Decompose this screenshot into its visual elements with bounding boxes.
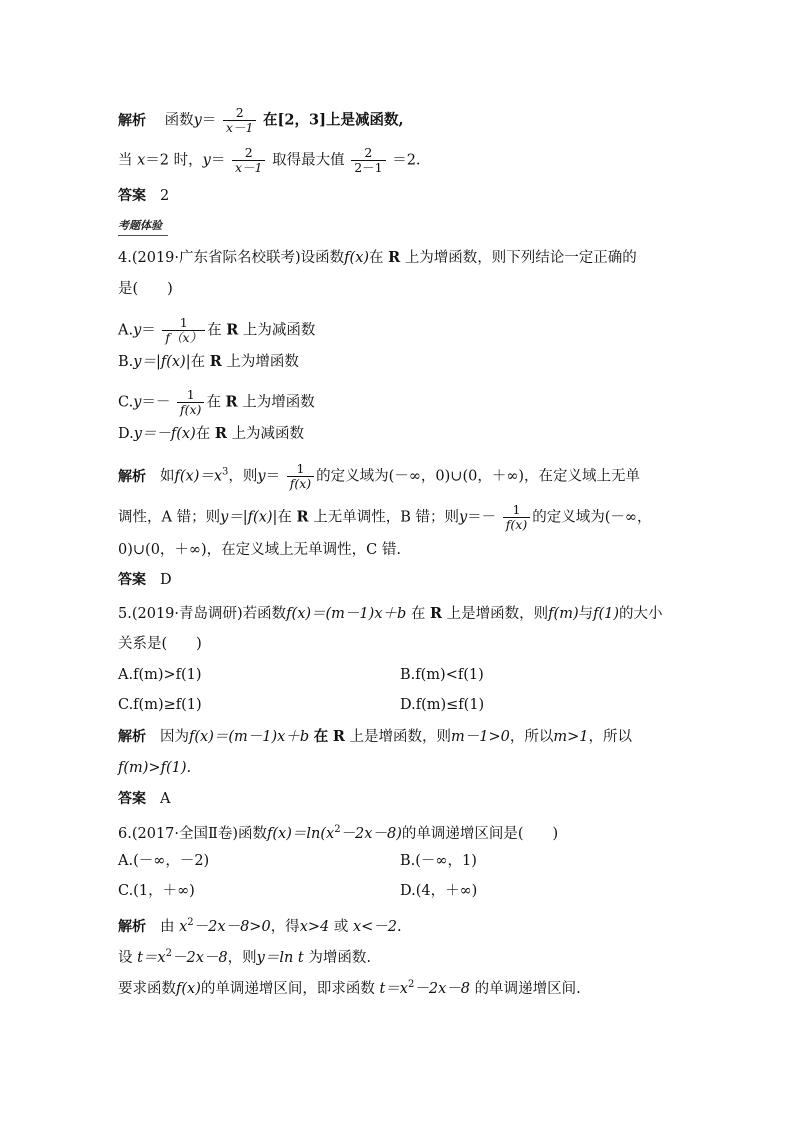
- q4-option-b: [118, 352, 299, 372]
- set-R: R: [388, 249, 401, 266]
- set-R: R: [214, 425, 227, 442]
- var-y: y: [202, 152, 211, 169]
- denominator: 2－1: [354, 160, 383, 175]
- text: 0)∪(0，＋∞)，在定义域上无单调性，C 错.: [118, 542, 401, 558]
- q5-option-a: [118, 665, 202, 685]
- text: 取得最大值: [272, 152, 345, 169]
- fraction: [351, 146, 385, 175]
- numerator: 1: [287, 462, 314, 477]
- q4-solution-3: [118, 540, 401, 560]
- expr: f(x)＝(m－1)x＋b: [189, 729, 310, 745]
- solution-label: 解析: [118, 918, 146, 935]
- var-y: y: [193, 112, 202, 129]
- text: 调性，A 错；则: [118, 509, 221, 526]
- exponent: 2: [165, 948, 172, 959]
- denominator: f(x): [505, 517, 528, 532]
- text: 的定义域为(－∞，0)∪(0，＋∞)，在定义域上无单: [316, 468, 641, 485]
- text: 的大小: [619, 606, 663, 622]
- text: 上为增函数，则下列结论一定正确的: [404, 250, 637, 266]
- text: 上为减函数: [231, 426, 305, 442]
- set-R: R: [209, 353, 222, 370]
- q6-solution-1: [118, 913, 402, 937]
- solution-label: 解析: [118, 112, 146, 129]
- expr: x>4: [299, 918, 330, 935]
- fraction: [162, 316, 205, 345]
- option-text: B.f(m)<f(1): [400, 667, 484, 683]
- q6-option-c: [118, 881, 195, 901]
- text: 为增函数.: [308, 949, 371, 966]
- text: 是( ): [118, 281, 173, 297]
- expr: f(1): [593, 606, 620, 622]
- answer-value: 2: [160, 188, 170, 204]
- set-R: R: [226, 321, 239, 339]
- q6-option-a: [118, 851, 209, 871]
- answer-line: [118, 186, 169, 206]
- q6-stem: [118, 820, 558, 844]
- denominator: f(x): [180, 402, 202, 417]
- option-text: C.f(m)≥f(1): [118, 697, 202, 713]
- expr: x: [179, 918, 188, 935]
- option-text: C.(1，＋∞): [118, 883, 195, 899]
- q5-option-d: [400, 695, 484, 715]
- text: 在: [206, 394, 221, 411]
- text: 要求函数: [118, 980, 176, 997]
- text: 的单调递增区间，即求函数: [200, 980, 375, 997]
- text: 在: [190, 354, 206, 370]
- var-y: y: [133, 394, 142, 411]
- text: 与: [578, 606, 594, 622]
- denominator: x－1: [225, 120, 254, 135]
- expr: m>1: [553, 729, 589, 745]
- var-y: y: [458, 509, 468, 526]
- numerator: 2: [223, 106, 257, 121]
- expr: f(x)＝(m－1)x＋b: [286, 606, 407, 622]
- exponent: 2: [334, 824, 341, 835]
- text: 在[2，3]上是减函数,: [263, 111, 404, 129]
- text: 函数: [164, 112, 194, 129]
- equals: ＝: [141, 322, 156, 339]
- expr: f(x)＝ln(x: [267, 825, 335, 842]
- expr: f(x): [344, 250, 370, 266]
- numerator: 2: [351, 146, 385, 161]
- numerator: 1: [162, 316, 205, 331]
- set-R: R: [225, 393, 238, 411]
- exponent: 3: [222, 466, 229, 478]
- text: 上为增函数: [242, 394, 315, 411]
- option-text: D.(4，＋∞): [400, 883, 478, 899]
- text: 上是增函数，则: [349, 729, 451, 745]
- exponent: 2: [187, 917, 194, 928]
- equals: ＝－: [141, 394, 171, 411]
- text: 上为增函数: [226, 354, 299, 370]
- solution-label: 解析: [118, 468, 146, 485]
- fraction: [223, 106, 257, 135]
- q4-option-c: [118, 388, 315, 417]
- expr: f(m): [548, 606, 579, 622]
- solution-line-1: [118, 106, 404, 135]
- section-tag: 考题体验: [118, 219, 162, 232]
- exponent: 2: [407, 979, 415, 990]
- equals: ＝: [265, 468, 281, 485]
- denominator: x－1: [234, 160, 263, 175]
- numerator: 1: [503, 503, 530, 518]
- answer-value: A: [160, 791, 171, 807]
- q4-solution-2: [118, 503, 651, 532]
- expr: y＝|f(x)|: [133, 354, 191, 370]
- q4-option-a: [118, 316, 315, 345]
- text: ，则: [227, 949, 257, 966]
- option-letter: C.: [118, 394, 134, 411]
- text: 在: [410, 606, 426, 622]
- solution-line-2: [118, 146, 421, 175]
- fraction: [232, 146, 266, 175]
- var-y: y: [257, 468, 266, 485]
- text: ，则: [228, 468, 258, 485]
- option-letter: B.: [118, 354, 134, 370]
- text: 上无单调性，B 错；则: [313, 509, 459, 526]
- text: 在: [195, 426, 211, 442]
- text: 的单调递增区间是( ): [401, 825, 559, 842]
- option-text: D.f(m)≤f(1): [400, 697, 485, 713]
- option-letter: D.: [118, 426, 134, 442]
- text: 当: [118, 152, 133, 169]
- q4-stem-1: [118, 248, 637, 268]
- text: 5.(2019·青岛调研)若函数: [118, 606, 287, 622]
- q5-stem-2: [118, 634, 202, 654]
- expr: m－1>0: [451, 729, 510, 745]
- text: 的定义域为(－∞，: [532, 509, 652, 526]
- denominator: f(x): [289, 476, 312, 491]
- q4-option-d: [118, 424, 304, 444]
- q5-solution-2: [118, 758, 191, 778]
- text: 4.(2019·广东省际名校联考)设函数: [118, 250, 345, 266]
- expr: f(x)＝x: [174, 468, 223, 485]
- var-y: y: [133, 322, 142, 339]
- q6-option-d: [400, 881, 477, 901]
- numerator: 2: [232, 146, 266, 161]
- expr: －2x－8: [172, 949, 228, 966]
- text: 或: [333, 918, 349, 935]
- text: ，所以: [509, 729, 554, 745]
- q6-solution-2: [118, 944, 371, 968]
- q5-answer: [118, 789, 170, 809]
- numerator: 1: [177, 388, 204, 403]
- answer-label: 答案: [118, 791, 146, 807]
- answer-label: 答案: [118, 188, 146, 204]
- set-R: R: [430, 605, 443, 622]
- equals: ＝: [210, 152, 226, 169]
- q5-solution-1: [118, 727, 632, 747]
- text: 因为: [160, 729, 189, 745]
- text: ＝2.: [392, 152, 421, 169]
- q6-option-b: [400, 851, 477, 871]
- text: 上为减函数: [242, 322, 316, 339]
- expr: t＝x: [379, 980, 408, 997]
- set-R: R: [296, 508, 309, 526]
- denominator: f（x）: [165, 330, 203, 345]
- answer-label: 答案: [118, 572, 146, 588]
- answer-value: D: [160, 572, 172, 588]
- expr: t＝x: [137, 949, 166, 966]
- fraction: [177, 388, 204, 417]
- text: 如: [160, 468, 175, 485]
- text: 在: [313, 728, 329, 745]
- q4-stem-2: [118, 279, 173, 299]
- q6-solution-3: [118, 975, 581, 999]
- option-text: A.(－∞，－2): [118, 853, 210, 869]
- option-text: A.f(m)>f(1): [118, 667, 202, 683]
- text: 由: [160, 918, 175, 935]
- option-letter: A.: [118, 322, 134, 339]
- option-text: B.(－∞，1): [400, 853, 477, 869]
- equals: ＝－: [467, 509, 497, 526]
- expr: f(x): [176, 980, 201, 997]
- q4-answer: [118, 570, 172, 590]
- fraction: [287, 462, 314, 491]
- expr: y＝ln t: [256, 949, 304, 966]
- text: 在: [207, 322, 222, 339]
- expr: y＝－f(x): [133, 426, 196, 442]
- q5-stem-1: [118, 604, 663, 624]
- text: 上是增函数，则: [446, 606, 549, 622]
- text: 在: [277, 509, 292, 526]
- set-R: R: [332, 728, 345, 745]
- text: 设: [118, 949, 133, 966]
- text: 关系是( ): [118, 636, 202, 652]
- text: 的单调递增区间.: [474, 980, 581, 997]
- expr: －2x－8: [414, 980, 470, 997]
- text: ，所以: [588, 729, 632, 745]
- expr: x<－2.: [352, 918, 402, 935]
- text: 6.(2017·全国Ⅱ卷)函数: [118, 825, 268, 842]
- expr: －2x－8): [340, 825, 402, 842]
- text: ，得: [270, 918, 300, 935]
- expr: －2x－8>0: [193, 918, 271, 935]
- q5-option-c: [118, 695, 202, 715]
- text: ＝2 时，: [145, 152, 203, 169]
- text: 在: [369, 250, 384, 266]
- q4-solution-1: [118, 462, 640, 491]
- q5-option-b: [400, 665, 484, 685]
- fraction: [503, 503, 530, 532]
- expr: y＝|f(x)|: [220, 509, 278, 526]
- expr: f(m)>f(1).: [118, 760, 192, 776]
- equals: ＝: [201, 112, 217, 129]
- solution-label: 解析: [118, 729, 146, 745]
- var-x: x: [137, 152, 146, 169]
